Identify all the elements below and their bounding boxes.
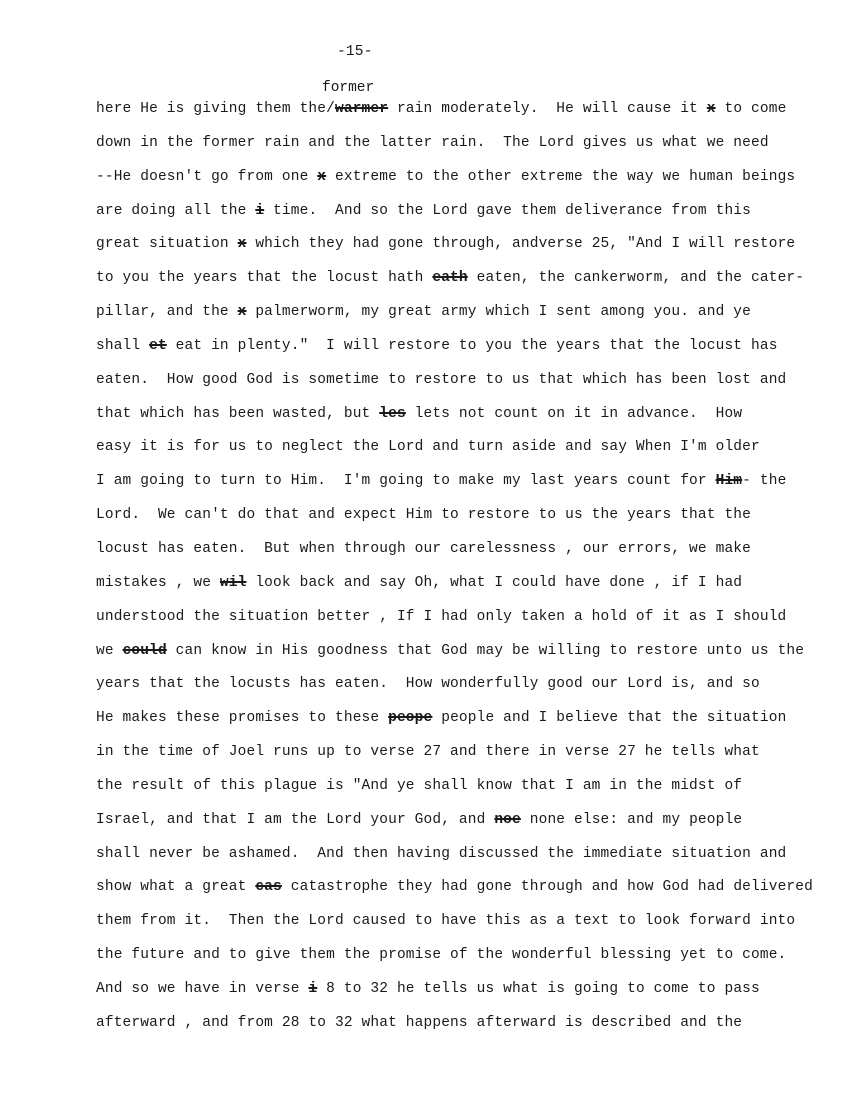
struck-text: cas: [255, 879, 282, 896]
text-segment: eaten. How good God is sometime to restore to us that which has been lost and: [96, 371, 787, 388]
struck-text: Him: [715, 473, 743, 490]
struck-text: x: [237, 304, 247, 321]
text-segment: And so we have in verse: [96, 980, 309, 997]
text-line: [96, 567, 816, 601]
struck-text: x: [317, 168, 327, 185]
text-segment: can know in His goodness that God may be willing to restore unto us the: [166, 642, 805, 659]
text-segment: --He doesn't go from one: [96, 168, 318, 185]
text-segment: He makes these promises to these: [96, 710, 389, 727]
text-line: [96, 398, 816, 432]
text-line: [96, 905, 816, 939]
text-segment: none else: and my people: [520, 811, 743, 828]
text-segment: eat in plenty." I will restore to you the years that the locust has: [166, 337, 778, 354]
text-segment: years that the locusts has eaten. How wonderfully good our Lord is, and so: [96, 676, 760, 693]
text-segment: 8 to 32 he tells us what is going to come to pass: [317, 980, 760, 997]
text-segment: locust has eaten. But when through our carelessness , our errors, we make: [96, 540, 752, 557]
text-segment: mistakes , we: [96, 574, 220, 591]
text-segment: are doing all the: [96, 202, 256, 219]
text-segment: great situation: [96, 236, 238, 253]
body-text: [96, 93, 816, 1041]
text-line: [96, 127, 816, 161]
text-segment: which they had gone through, andverse 25, "And I will restore: [246, 236, 796, 253]
text-line: [96, 364, 816, 398]
text-line: [96, 804, 816, 838]
text-segment: time. And so the Lord gave them deliverance from this: [264, 202, 752, 219]
text-segment: to come: [715, 101, 787, 117]
struck-text: i: [308, 980, 318, 997]
text-segment: to you the years that the locust hath: [96, 270, 433, 287]
text-line: [96, 431, 816, 465]
text-line: [96, 161, 816, 195]
text-segment: palmerworm, my great army which I sent among you. and ye: [246, 304, 752, 321]
text-segment: we: [96, 642, 123, 659]
struck-text: wil: [219, 574, 247, 591]
text-segment: easy it is for us to neglect the Lord and turn aside and say When I'm older: [96, 439, 760, 456]
struck-text: x: [237, 236, 247, 253]
text-segment: rain moderately. He will cause it: [388, 101, 707, 117]
text-segment: the future and to give them the promise of the wonderful blessing yet to come.: [96, 947, 787, 964]
text-segment: lets not count on it in advance. How: [405, 405, 743, 422]
text-line: [96, 296, 816, 330]
struck-text: et: [149, 337, 167, 354]
struck-text: warmer: [335, 101, 389, 117]
text-segment: Lord. We can't do that and expect Him to restore to us the years that the: [96, 507, 752, 524]
text-segment: shall: [96, 337, 150, 354]
struck-text: peope: [388, 710, 433, 727]
struck-text: les: [379, 405, 406, 422]
struck-text: noe: [494, 811, 521, 828]
text-segment: the result of this plague is "And ye shall know that I am in the midst of: [96, 777, 743, 794]
text-line: [96, 973, 816, 1007]
text-line: [96, 533, 816, 567]
text-line: [96, 195, 816, 229]
text-line: [96, 1007, 816, 1041]
text-line: [96, 465, 816, 499]
text-segment: them from it. Then the Lord caused to have this as a text to look forward into: [96, 913, 796, 930]
text-line: [96, 601, 816, 635]
text-line: [96, 939, 816, 973]
text-segment: people and I believe that the situation: [432, 710, 787, 727]
handwritten-insertion: former: [322, 80, 375, 96]
text-line: [96, 499, 816, 533]
text-line: [96, 93, 816, 127]
text-segment: understood the situation better , If I had only taken a hold of it as I should: [96, 608, 787, 625]
struck-text: x: [706, 101, 716, 117]
text-segment: look back and say Oh, what I could have done , if I had: [246, 574, 743, 591]
text-line: [96, 330, 816, 364]
text-segment: here He is giving them the/: [96, 101, 335, 117]
text-line: [96, 702, 816, 736]
text-segment: Israel, and that I am the Lord your God, and: [96, 811, 495, 828]
struck-text: eath: [432, 270, 468, 287]
page-number: -15-: [337, 44, 373, 60]
text-line: [96, 635, 816, 669]
text-segment: shall never be ashamed. And then having discussed the immediate situation and: [96, 845, 787, 862]
text-segment: pillar, and the: [96, 304, 238, 321]
text-segment: extreme to the other extreme the way we human beings: [326, 168, 796, 185]
text-segment: eaten, the cankerworm, and the cater-: [467, 270, 805, 287]
text-segment: that which has been wasted, but: [96, 405, 380, 422]
text-segment: afterward , and from 28 to 32 what happens afterward is described and the: [96, 1014, 743, 1031]
text-segment: in the time of Joel runs up to verse 27 and there in verse 27 he tells what: [96, 744, 760, 761]
text-segment: I am going to turn to Him. I'm going to make my last years count for: [96, 473, 716, 490]
text-segment: show what a great: [96, 879, 256, 896]
text-line: [96, 262, 816, 296]
struck-text: i: [255, 202, 265, 219]
text-line: [96, 838, 816, 872]
text-segment: down in the former rain and the latter rain. The Lord gives us what we need: [96, 134, 769, 151]
text-line: [96, 871, 816, 905]
text-segment: catastrophe they had gone through and how God had delivered: [281, 879, 813, 896]
text-line: [96, 736, 816, 770]
text-line: [96, 770, 816, 804]
struck-text: could: [122, 642, 167, 659]
text-segment: - the: [742, 473, 787, 490]
text-line: [96, 228, 816, 262]
text-line: [96, 668, 816, 702]
